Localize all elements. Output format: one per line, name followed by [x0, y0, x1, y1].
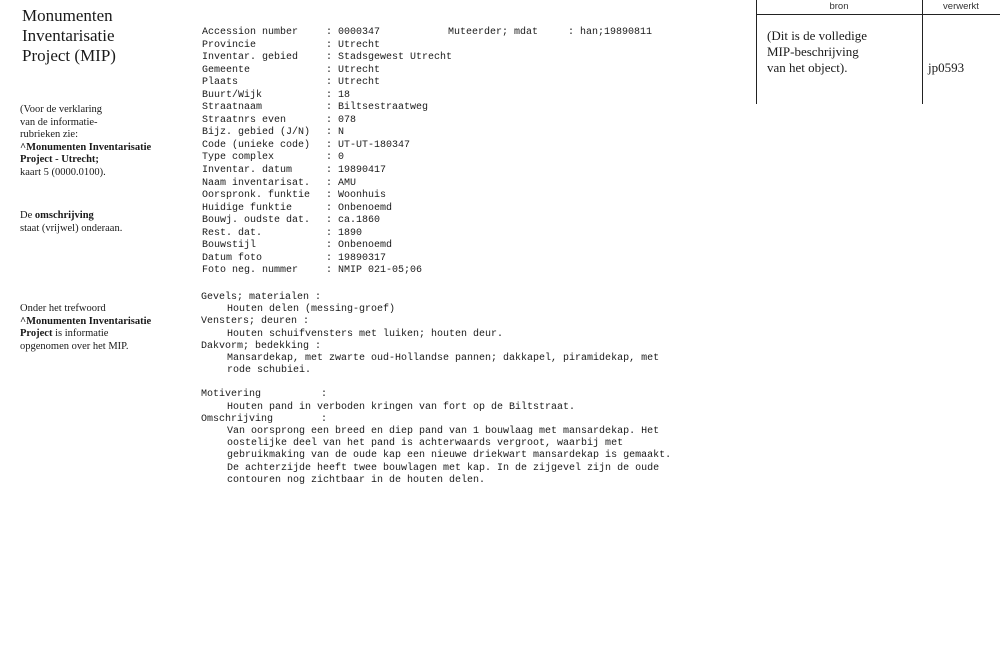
explanation-note — [20, 104, 190, 179]
field-row — [202, 127, 456, 140]
field-separator: : — [326, 39, 339, 51]
field-separator: : — [326, 165, 339, 177]
field-separator: : — [326, 252, 339, 264]
section-text: Houten schuifvensters met luiken; houten deur. — [227, 328, 504, 340]
field-row — [202, 215, 456, 228]
section-text: Van oorsprong een breed en diep pand van 1 bouwlaag met mansardekap. Het oostelijke deel van het pand is achterwaards vergroot, waarbij met gebruikmaking van de oude kap een nieuwe driekwart mansardekap is gemaakt. De achterzijde heeft twee bouwlagen met kap. In de zijgevel zijn de oude contouren nog zichtbaar in de houten delen. — [227, 426, 672, 486]
field-row — [202, 52, 456, 65]
record-fields — [202, 27, 456, 278]
field-value: Utrecht — [338, 39, 381, 51]
bron-line: van het object). — [767, 60, 848, 75]
field-row — [202, 77, 456, 90]
field-value: 0000347 — [338, 27, 381, 38]
note-bold: omschrijving — [34, 210, 94, 221]
bron-header: bron — [756, 0, 922, 15]
field-row — [202, 240, 456, 253]
field-row — [202, 253, 456, 266]
field-label: Naam inventarisat. — [202, 177, 311, 189]
field-value: Onbenoemd — [338, 240, 393, 252]
field-label: Plaats — [202, 77, 239, 89]
field-label: Bouwstijl — [202, 240, 257, 252]
field-label: Bijz. gebied (J/N) — [202, 127, 311, 139]
field-row — [202, 140, 456, 153]
title-line: Monumenten — [22, 6, 113, 25]
field-row — [202, 90, 456, 103]
field-value: Biltsestraatweg — [338, 102, 429, 114]
field-value: 19890417 — [338, 165, 387, 177]
section-heading: Omschrijving : — [201, 413, 328, 425]
muteerder-label: Muteerder; mdat — [448, 27, 539, 38]
field-separator: : — [326, 265, 339, 277]
field-value: Woonhuis — [338, 190, 387, 202]
field-separator: : — [326, 77, 339, 89]
field-label: Provincie — [202, 39, 257, 51]
field-row — [202, 265, 456, 278]
field-value: Onbenoemd — [338, 202, 393, 214]
field-separator: : — [326, 64, 339, 76]
note-line: staat (vrijwel) onderaan. — [20, 222, 123, 234]
section-text: Mansardekap, met zwarte oud-Hollandse pannen; dakkapel, piramidekap, met rode schubiei. — [227, 353, 660, 377]
field-label: Inventar. gebied — [202, 52, 299, 64]
field-value: 1890 — [338, 227, 363, 239]
field-label: Type complex — [202, 152, 275, 164]
record-sections — [201, 292, 721, 487]
field-separator: : — [326, 27, 339, 38]
table-border — [756, 0, 757, 104]
field-row — [202, 203, 456, 216]
field-separator: : — [326, 202, 339, 214]
field-label: Code (unieke code) — [202, 139, 311, 151]
section-text: Houten pand in verboden kringen van fort op de Biltstraat. — [227, 401, 576, 413]
field-row — [202, 65, 456, 78]
field-separator: : — [326, 102, 339, 114]
spacer — [201, 377, 721, 389]
field-label: Inventar. datum — [202, 165, 293, 177]
field-separator: : — [326, 177, 339, 189]
field-separator: : — [326, 139, 339, 151]
page-title — [22, 6, 116, 66]
section-heading: Motivering : — [201, 389, 328, 401]
field-row — [202, 102, 456, 115]
section-text: Houten delen (messing-groef) — [227, 304, 396, 316]
source-table — [756, 0, 1000, 104]
note-line: opgenomen over het MIP. — [20, 340, 129, 352]
field-row — [202, 178, 456, 191]
field-label: Buurt/Wijk — [202, 89, 263, 101]
field-label: Oorspronk. funktie — [202, 190, 311, 202]
note-line: van de informatie- — [20, 116, 98, 128]
field-value: Stadsgewest Utrecht — [338, 52, 453, 64]
field-row — [202, 27, 456, 40]
field-label: Bouwj. oudste dat. — [202, 215, 311, 227]
field-row — [202, 152, 456, 165]
field-value: NMIP 021-05;06 — [338, 265, 423, 277]
note-line: (Voor de verklaring — [20, 104, 103, 115]
section-heading: Dakvorm; bedekking : — [201, 340, 322, 352]
field-separator: : — [326, 215, 339, 227]
field-separator: : — [326, 52, 339, 64]
note-line: Onder het trefwoord — [20, 303, 106, 314]
field-separator: : — [326, 89, 339, 101]
keyword-note — [20, 303, 190, 353]
field-label: Straatnrs even — [202, 114, 287, 126]
verwerkt-header: verwerkt — [922, 0, 1000, 15]
field-row — [202, 115, 456, 128]
field-value: 078 — [338, 114, 357, 126]
field-value: Utrecht — [338, 64, 381, 76]
field-separator: : — [326, 190, 339, 202]
field-value: ca.1860 — [338, 215, 381, 227]
note-text: De — [20, 210, 35, 221]
field-value: 0 — [338, 152, 345, 164]
field-value: AMU — [338, 177, 357, 189]
table-border — [922, 0, 923, 104]
field-row — [202, 165, 456, 178]
field-label: Huidige funktie — [202, 202, 293, 214]
field-label: Straatnaam — [202, 102, 263, 114]
title-line: Project (MIP) — [22, 46, 116, 65]
bron-line: MIP-beschrijving — [767, 44, 859, 59]
bron-line: (Dit is de volledige — [767, 28, 868, 43]
field-label: Gemeente — [202, 64, 251, 76]
note-line: kaart 5 (0000.0100). — [20, 166, 106, 178]
section-heading: Gevels; materialen : — [201, 292, 322, 303]
note-line: rubrieken zie: — [20, 129, 79, 140]
field-label: Rest. dat. — [202, 227, 263, 239]
field-separator: : — [326, 227, 339, 239]
field-value: Utrecht — [338, 77, 381, 89]
muteerder-field — [448, 27, 652, 40]
field-value: UT-UT-180347 — [338, 139, 411, 151]
field-row — [202, 40, 456, 53]
field-separator: : — [326, 240, 339, 252]
field-separator: : — [568, 27, 581, 38]
description-note — [20, 210, 190, 235]
note-text: is informatie — [52, 328, 109, 339]
title-line: Inventarisatie — [22, 26, 115, 45]
field-value: N — [338, 127, 345, 139]
field-value: 18 — [338, 89, 351, 101]
reference-link-text: Project - Utrecht; — [20, 154, 99, 165]
section-heading: Vensters; deuren : — [201, 316, 310, 328]
bron-text — [767, 28, 867, 76]
muteerder-value: han;19890811 — [580, 27, 653, 38]
field-separator: : — [326, 127, 339, 139]
field-label: Foto neg. nummer — [202, 265, 299, 277]
field-label: Datum foto — [202, 252, 263, 264]
field-row — [202, 228, 456, 241]
field-separator: : — [326, 152, 339, 164]
reference-link-text: ^Monumenten Inventarisatie — [20, 141, 152, 153]
note-bold: Project — [20, 328, 53, 339]
field-value: 19890317 — [338, 252, 387, 264]
note-bold: ^Monumenten Inventarisatie — [20, 315, 152, 327]
verwerkt-value: jp0593 — [928, 60, 965, 75]
field-separator: : — [326, 114, 339, 126]
field-label: Accession number — [202, 27, 299, 38]
field-row — [202, 190, 456, 203]
